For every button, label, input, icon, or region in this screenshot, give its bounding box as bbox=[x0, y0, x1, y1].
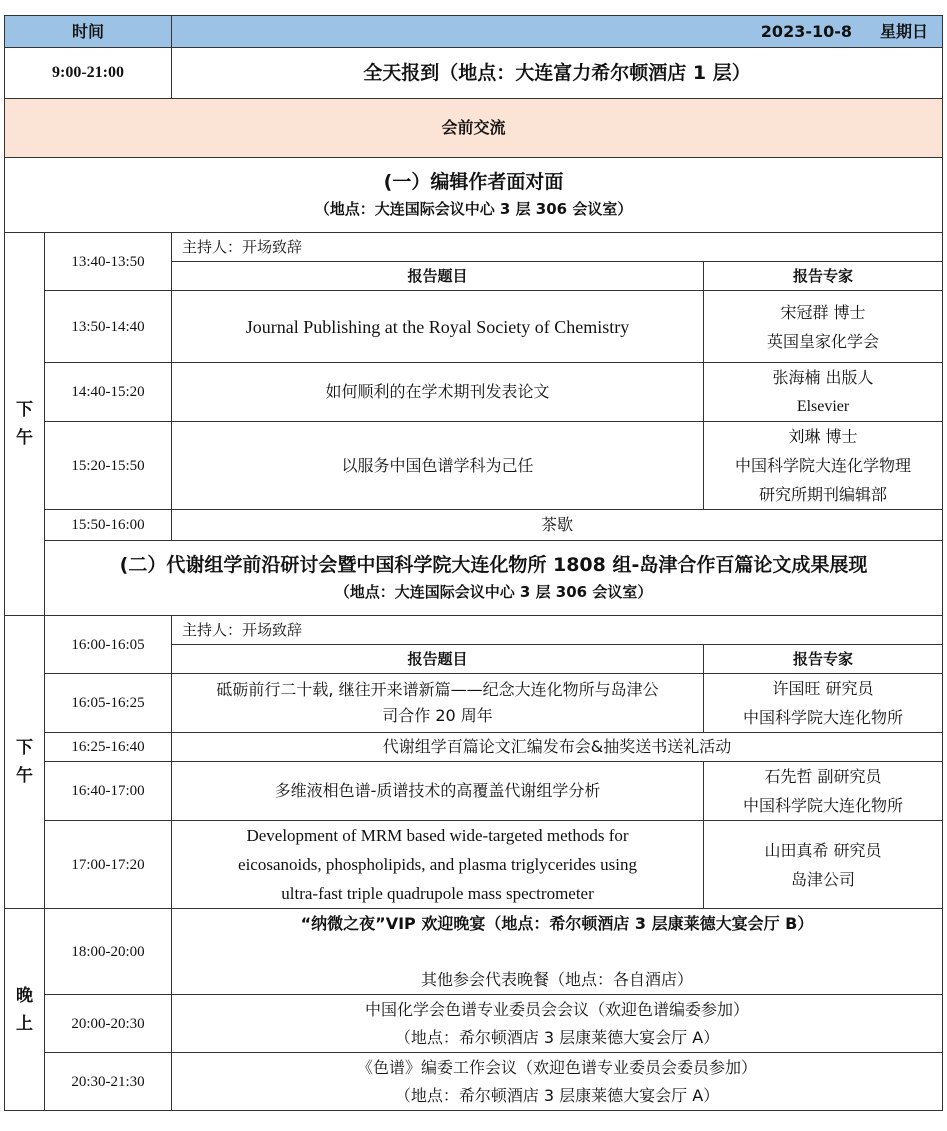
section1-talk-row bbox=[5, 291, 943, 363]
talk-speaker: 刘琳 博士 中国科学院大连化学物理 研究所期刊编辑部 bbox=[704, 422, 943, 510]
schedule-table bbox=[4, 15, 943, 1111]
registration-time: 9:00-21:00 bbox=[5, 48, 172, 99]
section2-period: 下午 bbox=[5, 616, 45, 909]
talk-time: 15:20-15:50 bbox=[45, 422, 172, 510]
evening-row bbox=[5, 995, 943, 1053]
header-row bbox=[5, 16, 943, 48]
section2-heading-row bbox=[5, 541, 943, 616]
talk-title: Development of MRM based wide-targeted methods for eicosanoids, phospholipids, and plasma triglycerides using ultra-fast triple quadrupole mass spectrometer bbox=[172, 821, 704, 909]
talk-title: 砥砺前行二十载, 继往开来谱新篇——纪念大连化物所与岛津公 司合作 20 周年 bbox=[172, 674, 704, 733]
break-text: 茶歇 bbox=[172, 510, 943, 541]
talk-speaker: 宋冠群 博士 英国皇家化学会 bbox=[704, 291, 943, 363]
header-date bbox=[172, 16, 943, 48]
talk-title: 以服务中国色谱学科为己任 bbox=[172, 422, 704, 510]
talk-time: 14:40-15:20 bbox=[45, 363, 172, 422]
talk-time: 17:00-17:20 bbox=[45, 821, 172, 909]
section2-talk-row bbox=[5, 821, 943, 909]
break-time: 15:50-16:00 bbox=[45, 510, 172, 541]
event-text: 代谢组学百篇论文汇编发布会&抽奖送书送礼活动 bbox=[172, 733, 943, 762]
registration-text: 全天报到（地点：大连富力希尔顿酒店 1 层） bbox=[172, 48, 943, 99]
pre-exchange-row bbox=[5, 99, 943, 158]
talk-speaker: 石先哲 副研究员 中国科学院大连化物所 bbox=[704, 762, 943, 821]
section2-talk-row bbox=[5, 762, 943, 821]
evening-time: 20:00-20:30 bbox=[45, 995, 172, 1053]
section2-event-row bbox=[5, 733, 943, 762]
talk-title: 如何顺利的在学术期刊发表论文 bbox=[172, 363, 704, 422]
evening-row bbox=[5, 909, 943, 995]
section1-location: （地点：大连国际会议中心 3 层 306 会议室） bbox=[314, 200, 633, 218]
section2-location: （地点：大连国际会议中心 3 层 306 会议室） bbox=[334, 583, 653, 601]
talk-time: 16:05-16:25 bbox=[45, 674, 172, 733]
section1-period: 下午 bbox=[5, 233, 45, 616]
talk-speaker: 张海楠 出版人 Elsevier bbox=[704, 363, 943, 422]
registration-row bbox=[5, 48, 943, 99]
section1-col-topic: 报告题目 bbox=[172, 262, 704, 291]
section1-heading-row bbox=[5, 158, 943, 233]
section1-heading bbox=[5, 158, 943, 233]
section1-talk-row bbox=[5, 363, 943, 422]
talk-speaker: 山田真希 研究员 岛津公司 bbox=[704, 821, 943, 909]
section2-col-topic: 报告题目 bbox=[172, 645, 704, 674]
evening-event: “纳微之夜”VIP 欢迎晚宴（地点：希尔顿酒店 3 层康莱德大宴会厅 B） 其他参会代表晚餐（地点：各自酒店） bbox=[172, 909, 943, 995]
section1-open-time: 13:40-13:50 bbox=[45, 233, 172, 291]
section1-col-speaker: 报告专家 bbox=[704, 262, 943, 291]
evening-time: 20:30-21:30 bbox=[45, 1053, 172, 1111]
section1-host-row bbox=[5, 233, 943, 262]
evening-event: 中国化学会色谱专业委员会会议（欢迎色谱编委参加） （地点：希尔顿酒店 3 层康莱德大宴会厅 A） bbox=[172, 995, 943, 1053]
section2-host-row bbox=[5, 616, 943, 645]
talk-title: 多维液相色谱-质谱技术的高覆盖代谢组学分析 bbox=[172, 762, 704, 821]
section2-heading bbox=[45, 541, 943, 616]
event-time: 16:25-16:40 bbox=[45, 733, 172, 762]
header-date-value: 2023-10-8 bbox=[760, 21, 853, 41]
section2-talk-row bbox=[5, 674, 943, 733]
header-time-label: 时间 bbox=[5, 16, 172, 48]
evening-time: 18:00-20:00 bbox=[45, 909, 172, 995]
header-weekday: 星期日 bbox=[880, 21, 929, 41]
section1-break-row bbox=[5, 510, 943, 541]
talk-title: Journal Publishing at the Royal Society of Chemistry bbox=[172, 291, 704, 363]
talk-time: 16:40-17:00 bbox=[45, 762, 172, 821]
section2-host: 主持人：开场致辞 bbox=[172, 616, 943, 645]
section1-title: (一）编辑作者面对面 bbox=[383, 171, 564, 193]
section2-open-time: 16:00-16:05 bbox=[45, 616, 172, 674]
section2-title: (二）代谢组学前沿研讨会暨中国科学院大连化物所 1808 组-岛津合作百篇论文成果展现 bbox=[119, 554, 868, 576]
talk-time: 13:50-14:40 bbox=[45, 291, 172, 363]
section2-col-speaker: 报告专家 bbox=[704, 645, 943, 674]
talk-speaker: 许国旺 研究员 中国科学院大连化物所 bbox=[704, 674, 943, 733]
evening-event: 《色谱》编委工作会议（欢迎色谱专业委员会委员参加） （地点：希尔顿酒店 3 层康莱德大宴会厅 A） bbox=[172, 1053, 943, 1111]
section1-host: 主持人：开场致辞 bbox=[172, 233, 943, 262]
evening-row bbox=[5, 1053, 943, 1111]
pre-exchange-label: 会前交流 bbox=[5, 99, 943, 158]
section1-talk-row bbox=[5, 422, 943, 510]
evening-period: 晚上 bbox=[5, 909, 45, 1111]
